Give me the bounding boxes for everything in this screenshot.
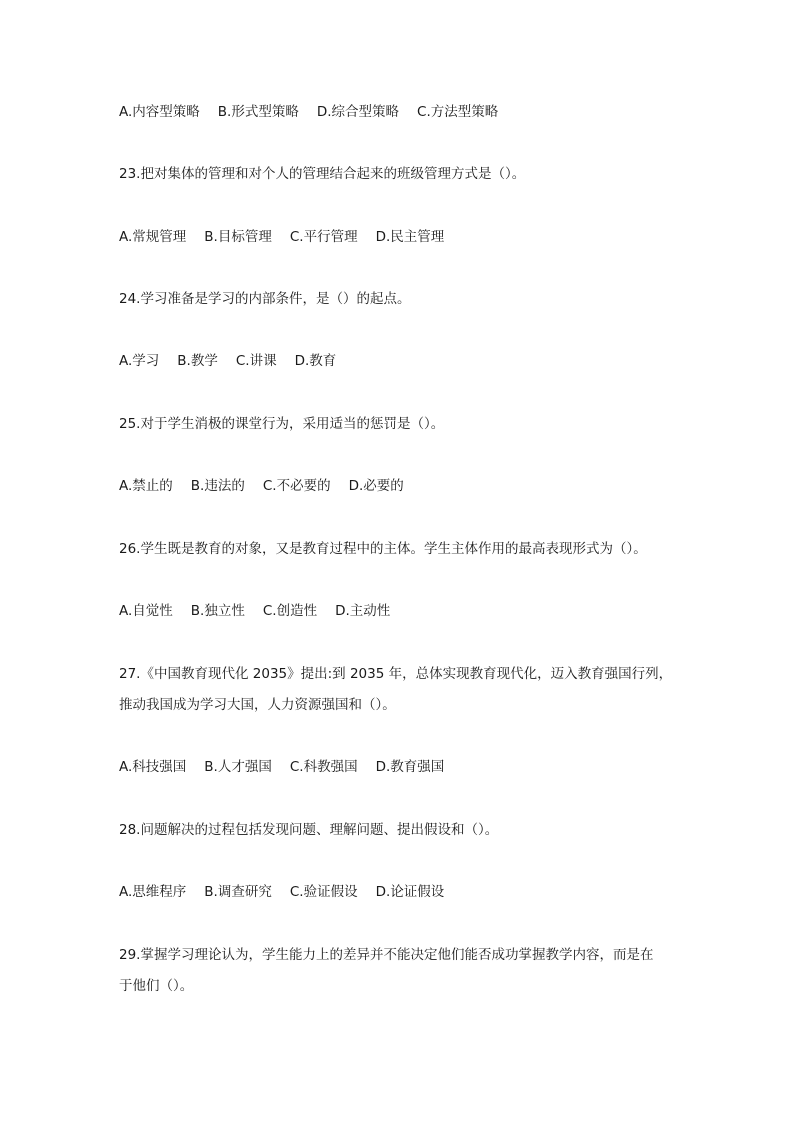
option: C.不必要的 — [262, 478, 331, 494]
option: B.教学 — [177, 353, 218, 369]
option: C.科教强国 — [289, 759, 358, 775]
question-text: 23.把对集体的管理和对个人的管理结合起来的班级管理方式是（）。 — [119, 166, 526, 182]
option: D.综合型策略 — [316, 104, 400, 120]
option: B.独立性 — [190, 603, 245, 619]
option: A.内容型策略 — [119, 104, 200, 120]
question-text-continued: 推动我国成为学习大国，人力资源强国和（）。 — [119, 697, 396, 713]
option: C.方法型策略 — [417, 104, 499, 120]
option: D.教育 — [294, 353, 337, 369]
question-text: 29.掌握学习理论认为，学生能力上的差异并不能决定他们能否成功掌握教学内容，而是在 — [119, 947, 654, 963]
option: C.平行管理 — [289, 229, 358, 245]
option: D.教育强国 — [375, 759, 445, 775]
question-text: 27.《中国教育现代化 2035》提出:到 2035 年，总体实现教育现代化，迈入教育强国行列， — [119, 666, 673, 682]
question-text: 26.学生既是教育的对象，又是教育过程中的主体。学生主体作用的最高表现形式为（）。 — [119, 541, 647, 557]
question-text-continued: 于他们（）。 — [119, 978, 194, 994]
option: B.形式型策略 — [217, 104, 299, 120]
option: D.论证假设 — [375, 884, 445, 900]
option: D.主动性 — [335, 603, 391, 619]
option: C.验证假设 — [289, 884, 358, 900]
answer-options — [119, 351, 336, 371]
answer-options — [119, 227, 444, 247]
question-text: 28.问题解决的过程包括发现问题、理解问题、提出假设和（）。 — [119, 822, 499, 838]
option: A.常规管理 — [119, 229, 187, 245]
option: C.创造性 — [262, 603, 318, 619]
option: D.民主管理 — [375, 229, 445, 245]
answer-options — [119, 102, 498, 122]
option: A.科技强国 — [119, 759, 187, 775]
option: C.讲课 — [235, 353, 277, 369]
question-text: 25.对于学生消极的课堂行为，采用适当的惩罚是（）。 — [119, 416, 445, 432]
answer-options — [119, 882, 444, 902]
option: D.必要的 — [348, 478, 404, 494]
answer-options — [119, 757, 444, 777]
option: A.禁止的 — [119, 478, 173, 494]
option: B.违法的 — [190, 478, 245, 494]
option: A.学习 — [119, 353, 160, 369]
option: A.自觉性 — [119, 603, 173, 619]
option: A.思维程序 — [119, 884, 187, 900]
answer-options — [119, 601, 390, 621]
answer-options — [119, 476, 404, 496]
option: B.调查研究 — [204, 884, 272, 900]
option: B.人才强国 — [204, 759, 272, 775]
option: B.目标管理 — [204, 229, 272, 245]
question-text: 24.学习准备是学习的内部条件，是（）的起点。 — [119, 291, 411, 307]
